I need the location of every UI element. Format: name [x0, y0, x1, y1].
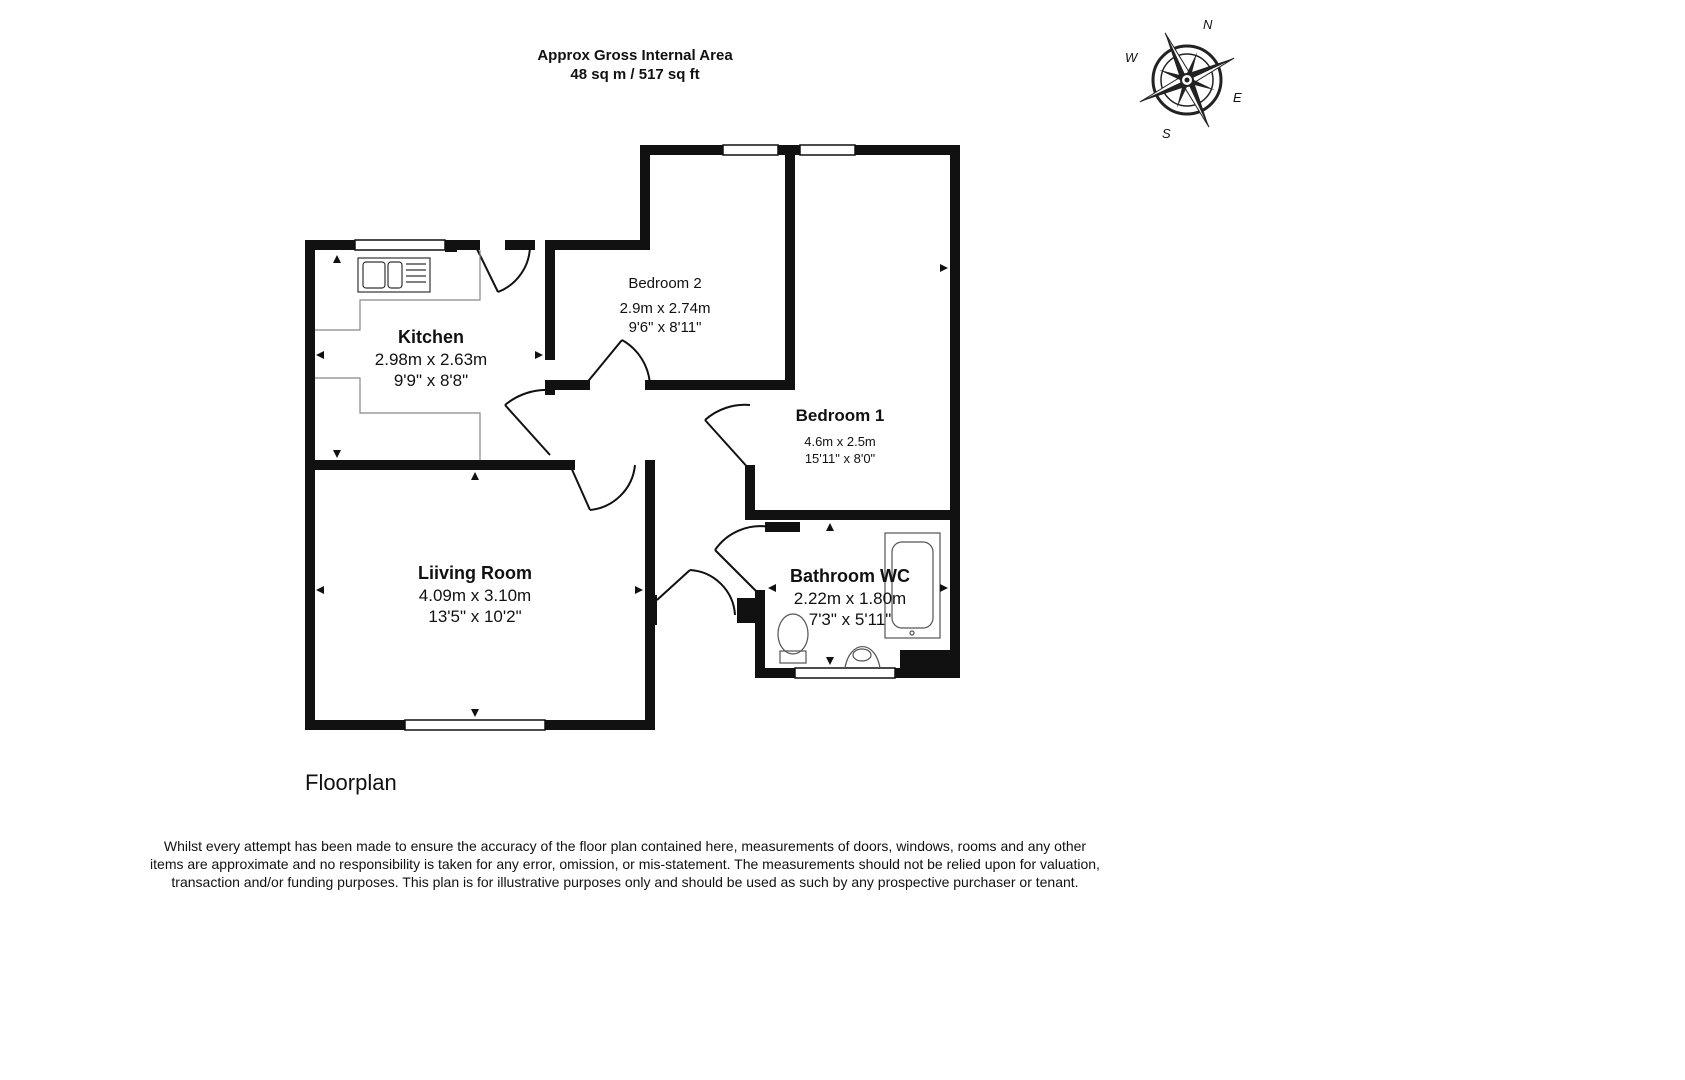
room-metric: 4.09m x 3.10m — [418, 585, 532, 605]
compass-north-label: N — [1203, 17, 1213, 32]
room-metric: 2.22m x 1.80m — [793, 588, 907, 608]
compass-east-label: E — [1233, 90, 1242, 105]
room-name: Liiving Room — [418, 563, 532, 583]
room-kitchen — [366, 326, 496, 391]
room-imperial: 15'11" x 8'0" — [804, 450, 876, 466]
room-name: Bedroom 2 — [628, 275, 702, 292]
floor-label: Floorplan — [305, 770, 397, 795]
room-bedroom1 — [780, 405, 900, 467]
room-name: Kitchen — [397, 327, 464, 347]
compass-south-label: S — [1162, 126, 1171, 141]
room-imperial: 7'3" x 5'11" — [808, 609, 892, 629]
area-value: 48 sq m / 517 sq ft — [570, 66, 700, 83]
room-bedroom2 — [600, 275, 730, 337]
room-name: Bathroom WC — [790, 566, 910, 586]
room-living — [400, 562, 550, 627]
room-metric: 4.6m x 2.5m — [804, 434, 876, 450]
sink-icon — [358, 258, 430, 292]
basin-icon — [845, 647, 880, 668]
compass-west-label: W — [1125, 50, 1138, 65]
room-metric: 2.9m x 2.74m — [619, 299, 711, 317]
room-bathroom — [785, 565, 915, 630]
room-metric: 2.98m x 2.63m — [374, 349, 488, 369]
room-imperial: 9'6" x 8'11" — [628, 318, 702, 336]
area-title: Approx Gross Internal Area — [537, 47, 733, 64]
disclaimer-text: Whilst every attempt has been made to ensure the accuracy of the floor plan contained here, measurements of doors, windows, rooms and any other items are approximate and no responsibility is taken for any error, omission, or mis-statement. The measurements should not be relied upon for valuation, transaction and/or funding purposes. This plan is for illustrative purposes only and should be used as such by any prospective purchaser or tenant. — [150, 838, 1100, 890]
room-name: Bedroom 1 — [795, 406, 885, 425]
room-imperial: 13'5" x 10'2" — [428, 606, 522, 626]
room-imperial: 9'9" x 8'8" — [393, 370, 469, 390]
